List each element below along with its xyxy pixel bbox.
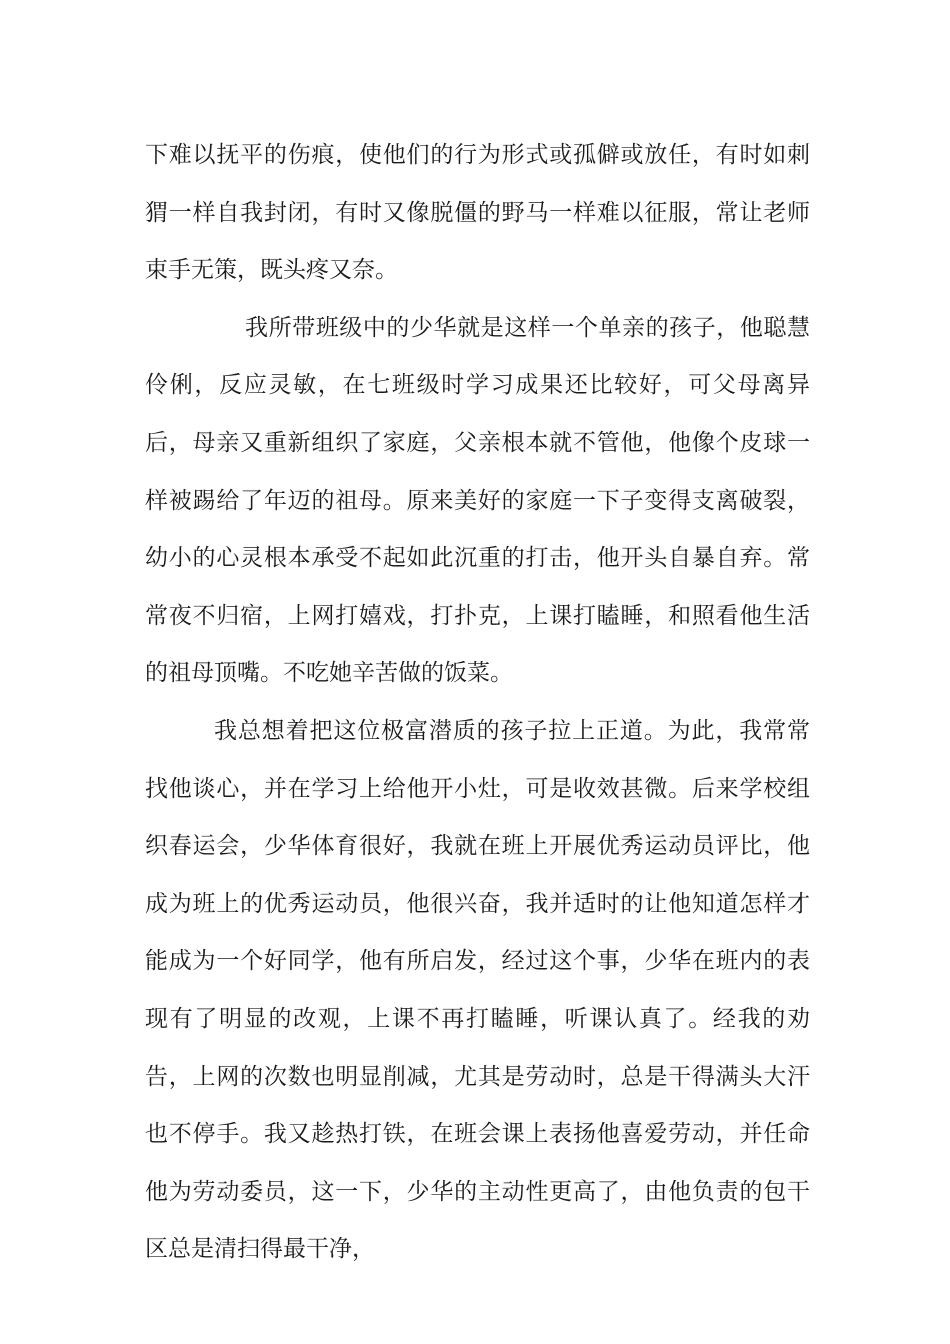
paragraph-1: 下难以抚平的伤痕，使他们的行为形式或孤僻或放任，有时如刺猬一样自我封闭，有时又像脱僵的野马一样难以征服，常让老师束手无策，既头疼又奈。 <box>145 142 810 284</box>
paragraph-2: 我所带班级中的少华就是这样一个单亲的孩子，他聪慧伶俐，反应灵敏，在七班级时学习成果还比较好，可父母离异后，母亲又重新组织了家庭，父亲根本就不管他，他像个皮球一样被踢给了年迈的祖母。原来美好的家庭一下子变得支离破裂，幼小的心灵根本承受不起如此沉重的打击，他开头自暴自弃。常常夜不归宿，上网打嬉戏，打扑克，上课打瞌睡，和照看他生活的祖母顶嘴。不吃她辛苦做的饭菜。 <box>145 314 810 687</box>
document-body <box>145 127 810 1279</box>
paragraph-3: 我总想着把这位极富潜质的孩子拉上正道。为此，我常常找他谈心，并在学习上给他开小灶，可是收效甚微。后来学校组织春运会，少华体育很好，我就在班上开展优秀运动员评比，他成为班上的优秀运动员，他很兴奋，我并适时的让他知道怎样才能成为一个好同学，他有所启发，经过这个事，少华在班内的表现有了明显的改观，上课不再打瞌睡，听课认真了。经我的劝告，上网的次数也明显削减，尤其是劳动时，总是干得满头大汗也不停手。我又趁热打铁，在班会课上表扬他喜爱劳动，并任命他为劳动委员，这一下，少华的主动性更高了，由他负责的包干区总是清扫得最干净， <box>145 717 810 1263</box>
